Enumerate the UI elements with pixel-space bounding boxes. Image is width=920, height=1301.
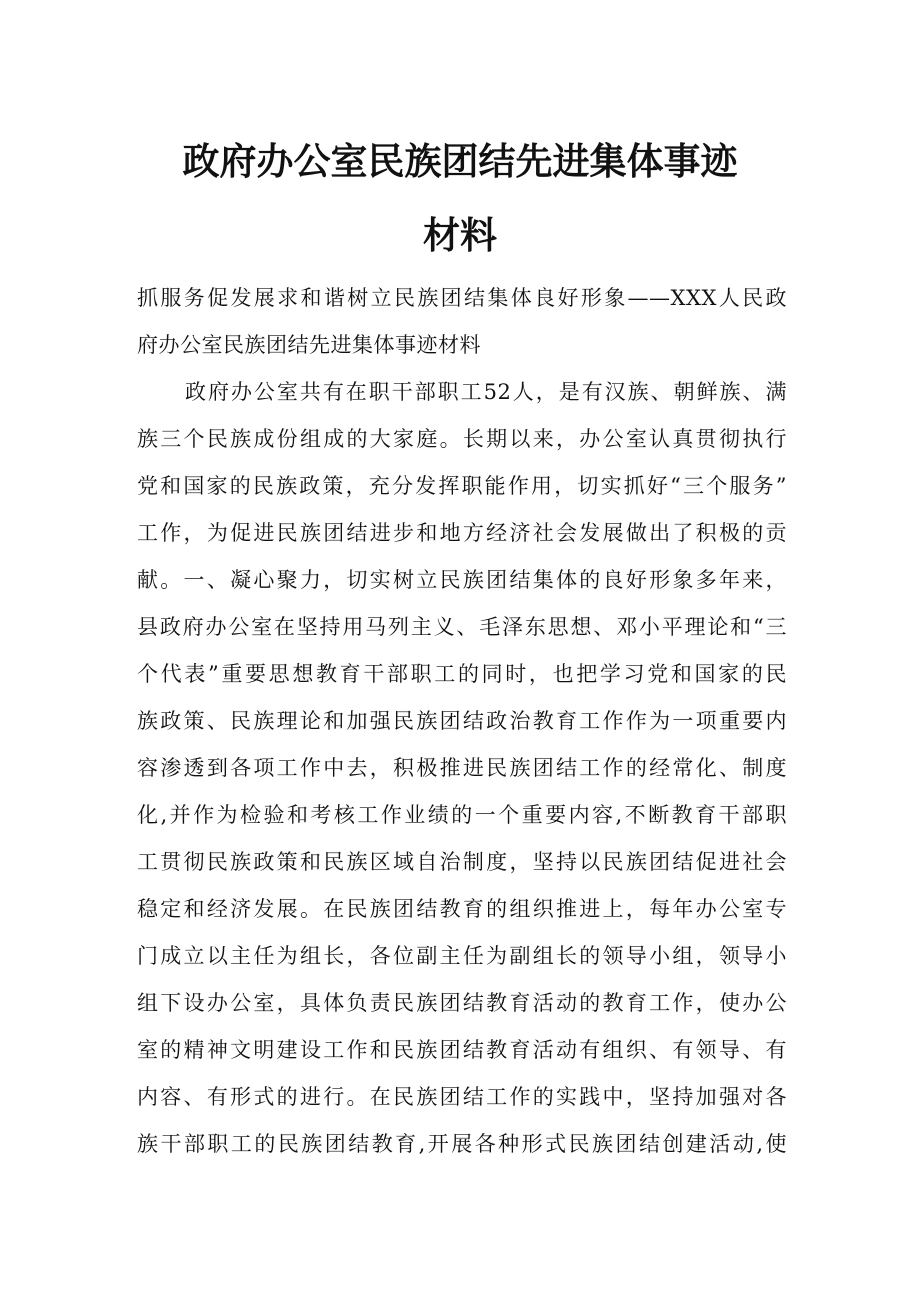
body-paragraph-line: 个代表”重要思想教育干部职工的同时，也把学习党和国家的民 [137, 662, 787, 686]
body-paragraph-line: 族政策、民族理论和加强民族团结政治教育工作作为一项重要内 [137, 709, 787, 733]
body-paragraph-line: 工作，为促进民族团结进步和地方经济社会发展做出了积极的贡 [137, 521, 787, 545]
body-paragraph-line: 族三个民族成份组成的大家庭。长期以来，办公室认真贯彻执行 [137, 427, 787, 451]
body-paragraph-line: 门成立以主任为组长，各位副主任为副组长的领导小组，领导小 [137, 944, 787, 968]
body-paragraph-line: 政府办公室共有在职干部职工52人，是有汉族、朝鲜族、满 [185, 380, 787, 404]
body-paragraph-line: 化,并作为检验和考核工作业绩的一个重要内容,不断教育干部职 [137, 803, 787, 827]
body-paragraph-line: 组下设办公室，具体负责民族团结教育活动的教育工作，使办公 [137, 991, 787, 1015]
body-paragraph-line: 献。一、凝心聚力，切实树立民族团结集体的良好形象多年来， [137, 568, 787, 592]
body-paragraph-line: 县政府办公室在坚持用马列主义、毛泽东思想、邓小平理论和“三 [137, 615, 787, 639]
document-title-line-2: 材料 [423, 214, 497, 257]
document-title-line-1: 政府办公室民族团结先进集体事迹 [182, 140, 738, 183]
body-paragraph-line: 工贯彻民族政策和民族区域自治制度，坚持以民族团结促进社会 [137, 850, 787, 874]
body-paragraph-line: 稳定和经济发展。在民族团结教育的组织推进上，每年办公室专 [137, 897, 787, 921]
body-paragraph-line: 室的精神文明建设工作和民族团结教育活动有组织、有领导、有 [137, 1038, 787, 1062]
body-paragraph-line: 容渗透到各项工作中去，积极推进民族团结工作的经常化、制度 [137, 756, 787, 780]
subtitle-line-2: 府办公室民族团结先进集体事迹材料 [137, 333, 481, 357]
body-paragraph-line: 内容、有形式的进行。在民族团结工作的实践中，坚持加强对各 [137, 1085, 787, 1109]
subtitle-line-1: 抓服务促发展求和谐树立民族团结集体良好形象——XXX人民政 [137, 286, 787, 310]
body-paragraph-line: 族干部职工的民族团结教育,开展各种形式民族团结创建活动,使 [137, 1132, 787, 1156]
body-paragraph-line: 党和国家的民族政策，充分发挥职能作用，切实抓好“三个服务” [137, 474, 787, 498]
